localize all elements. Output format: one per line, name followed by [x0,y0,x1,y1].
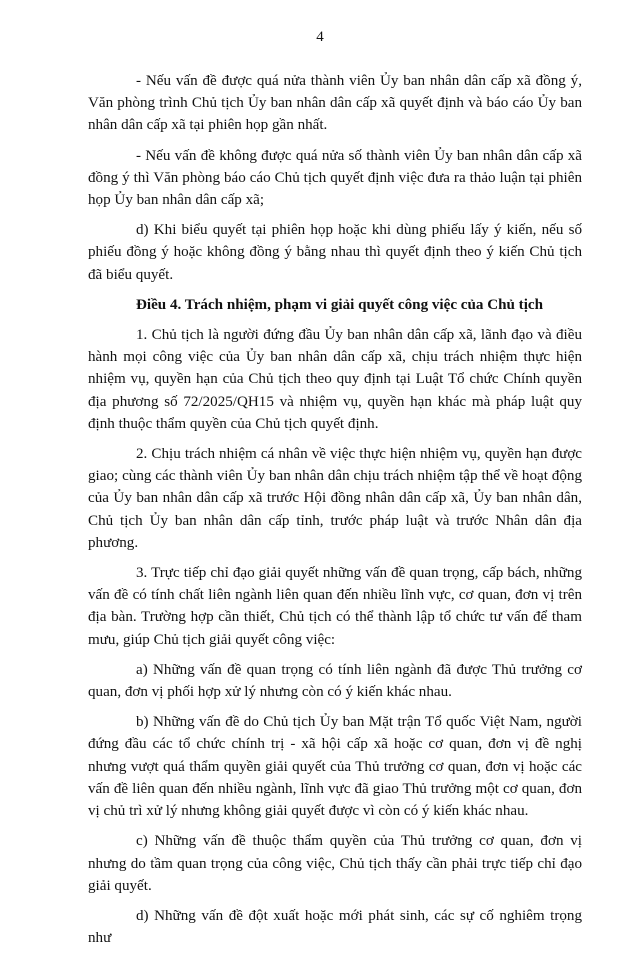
article-4-clause-3b: b) Những vấn đề do Chủ tịch Ủy ban Mặt trận Tổ quốc Việt Nam, người đứng đầu các tổ chức chính trị - xã hội cấp xã hoặc cơ quan, đơn vị đề nghị nhưng vượt quá thẩm quyền giải quyết của Thủ trưởng cơ quan, đơn vị hoặc các vấn đề liên quan đến nhiều ngành, lĩnh vực đã giao Thủ trưởng một cơ quan, đơn vị chủ trì xử lý nhưng không giải quyết được vì còn có ý kiến khác nhau. [88,714,582,820]
paragraph-committee-majority-disagree: - Nếu vấn đề không được quá nửa số thành viên Ủy ban nhân dân cấp xã đồng ý thì Văn phòng báo cáo Chủ tịch quyết định việc đưa ra thảo luận tại phiên họp Ủy ban nhân dân cấp xã; [88,147,582,209]
page-number: 4 [316,29,324,45]
paragraph-committee-majority-agree: - Nếu vấn đề được quá nửa thành viên Ủy ban nhân dân cấp xã đồng ý, Văn phòng trình Chủ tịch Ủy ban nhân dân cấp xã quyết định và báo cáo Ủy ban nhân dân cấp xã tại phiên họp gần nhất. [88,73,582,134]
article-4-clause-2: 2. Chịu trách nhiệm cá nhân về việc thực hiện nhiệm vụ, quyền hạn được giao; cùng các thành viên Ủy ban nhân dân chịu trách nhiệm tập thể về hoạt động của Ủy ban nhân dân cấp xã trước Hội đồng nhân dân cấp xã, Ủy ban nhân dân, Chủ tịch Ủy ban nhân dân cấp tỉnh, trước pháp luật và trước Nhân dân địa phương. [88,446,582,551]
paragraph-tie-vote: d) Khi biểu quyết tại phiên họp hoặc khi dùng phiếu lấy ý kiến, nếu số phiếu đồng ý hoặc không đồng ý bằng nhau thì quyết định theo ý kiến Chủ tịch đã biểu quyết. [88,222,582,283]
article-4-clause-3d: d) Những vấn đề đột xuất hoặc mới phát sinh, các sự cố nghiêm trọng như [88,907,582,947]
article-4-heading: Điều 4. Trách nhiệm, phạm vi giải quyết công việc của Chủ tịch [136,296,543,313]
article-4-clause-3a: a) Những vấn đề quan trọng có tính liên ngành đã được Thủ trưởng cơ quan, đơn vị phối hợp xử lý nhưng còn có ý kiến khác nhau. [88,661,582,701]
article-4-clause-3c: c) Những vấn đề thuộc thẩm quyền của Thủ trưởng cơ quan, đơn vị nhưng do tầm quan trọng của công việc, Chủ tịch thấy cần phải trực tiếp chỉ đạo giải quyết. [88,833,582,894]
article-4-clause-3: 3. Trực tiếp chỉ đạo giải quyết những vấn đề quan trọng, cấp bách, những vấn đề có tính chất liên ngành liên quan đến nhiều lĩnh vực, cơ quan, đơn vị trên địa bàn. Trường hợp cần thiết, Chủ tịch có thể thành lập tổ chức tư vấn để tham mưu, giúp Chủ tịch giải quyết công việc: [88,565,582,648]
article-4-clause-1: 1. Chủ tịch là người đứng đầu Ủy ban nhân dân cấp xã, lãnh đạo và điều hành mọi công việc của Ủy ban nhân dân cấp xã, chịu trách nhiệm thực hiện nhiệm vụ, quyền hạn của Chủ tịch theo quy định tại Luật Tổ chức Chính quyền địa phương số 72/2025/QH15 và nhiệm vụ, quyền hạn khác mà pháp luật quy định thuộc thẩm quyền của Chủ tịch quyết định. [88,327,582,432]
document-body [88,70,582,957]
